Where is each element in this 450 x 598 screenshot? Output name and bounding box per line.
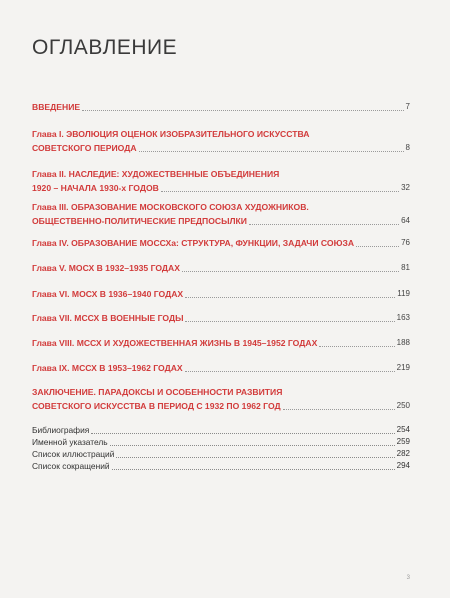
toc-entry-introduction [32,100,410,114]
dot-leader [139,150,404,152]
toc-entry-title-line1: Глава I. ЭВОЛЮЦИЯ ОЦЕНОК ИЗОБРАЗИТЕЛЬНОГО ИСКУССТВА [32,129,310,139]
toc-entry-title: Глава IV. ОБРАЗОВАНИЕ МОССХа: СТРУКТУРА, ФУНКЦИИ, ЗАДАЧИ СОЮЗА [32,238,355,248]
toc-entry-chapter-9 [32,361,410,375]
toc-entry-page: 259 [396,437,410,446]
dot-leader [249,223,399,225]
toc-entry-title: СОВЕТСКОГО ПЕРИОДА [32,143,137,153]
toc-entry-page: 294 [396,461,410,470]
dot-leader [283,408,395,410]
toc-entry-page: 81 [401,263,410,272]
dot-leader [182,270,399,272]
toc-entry-page: 8 [405,143,410,152]
dot-leader [161,190,399,192]
toc-entry-title: Именной указатель [32,437,108,447]
dot-leader [185,320,394,322]
dot-leader [356,245,399,247]
toc-entry-abbreviations [32,459,410,473]
page-number: 3 [406,575,410,581]
dot-leader [82,109,403,111]
toc-entry-title-line1: ЗАКЛЮЧЕНИЕ. ПАРАДОКСЫ И ОСОБЕННОСТИ РАЗВИТИЯ [32,387,283,397]
toc-entry-title: ВВЕДЕНИЕ [32,102,81,112]
toc-entry-conclusion [32,385,410,413]
toc-entry-title: Глава VI. МОСХ В 1936–1940 ГОДАХ [32,289,184,299]
dot-leader [91,432,394,434]
toc-entry-chapter-5 [32,261,410,275]
toc-entry-page: 282 [396,449,410,458]
page-title: ОГЛАВЛЕНИЕ [32,36,178,59]
dot-leader [116,456,394,458]
toc-entry-title: Глава IX. МССХ В 1953–1962 ГОДАХ [32,363,183,373]
toc-entry-page: 32 [401,183,410,192]
toc-entry-page: 254 [396,425,410,434]
toc-entry-chapter-8 [32,336,410,350]
toc-entry-page: 64 [401,216,410,225]
dot-leader [110,444,395,446]
toc-entry-title: СОВЕТСКОГО ИСКУССТВА В ПЕРИОД С 1932 ПО 1962 ГОД [32,401,281,411]
toc-entry-title: ОБЩЕСТВЕННО-ПОЛИТИЧЕСКИЕ ПРЕДПОСЫЛКИ [32,216,247,226]
toc-entry-title: Список сокращений [32,461,110,471]
dot-leader [185,370,395,372]
toc-entry-title: Глава V. МОСХ В 1932–1935 ГОДАХ [32,263,180,273]
toc-entry-chapter-3 [32,200,410,228]
toc-entry-page: 163 [396,313,410,322]
dot-leader [112,468,395,470]
toc-entry-page: 7 [405,102,410,111]
toc-entry-title: Библиография [32,425,90,435]
dot-leader [185,296,395,298]
toc-entry-page: 188 [396,338,410,347]
toc-entry-chapter-1 [32,127,410,155]
toc-entry-page: 76 [401,238,410,247]
toc-entry-chapter-4 [32,236,410,250]
toc-entry-page: 119 [397,289,410,298]
toc-entry-title: Глава VIII. МССХ И ХУДОЖЕСТВЕННАЯ ЖИЗНЬ В 1945–1952 ГОДАХ [32,338,318,348]
toc-entry-chapter-7 [32,311,410,325]
toc-entry-page: 250 [396,401,410,410]
toc-entry-title-line1: Глава III. ОБРАЗОВАНИЕ МОСКОВСКОГО СОЮЗА ХУДОЖНИКОВ. [32,202,309,212]
toc-entry-page: 219 [396,363,410,372]
toc-entry-title: 1920 – НАЧАЛА 1930-х ГОДОВ [32,183,159,193]
toc-entry-title: Глава VII. МССХ В ВОЕННЫЕ ГОДЫ [32,313,184,323]
toc-entry-title: Список иллюстраций [32,449,115,459]
toc-entry-chapter-2 [32,167,410,195]
dot-leader [319,345,394,347]
toc-entry-title-line1: Глава II. НАСЛЕДИЕ: ХУДОЖЕСТВЕННЫЕ ОБЪЕДИНЕНИЯ [32,169,280,179]
toc-entry-chapter-6 [32,287,410,301]
